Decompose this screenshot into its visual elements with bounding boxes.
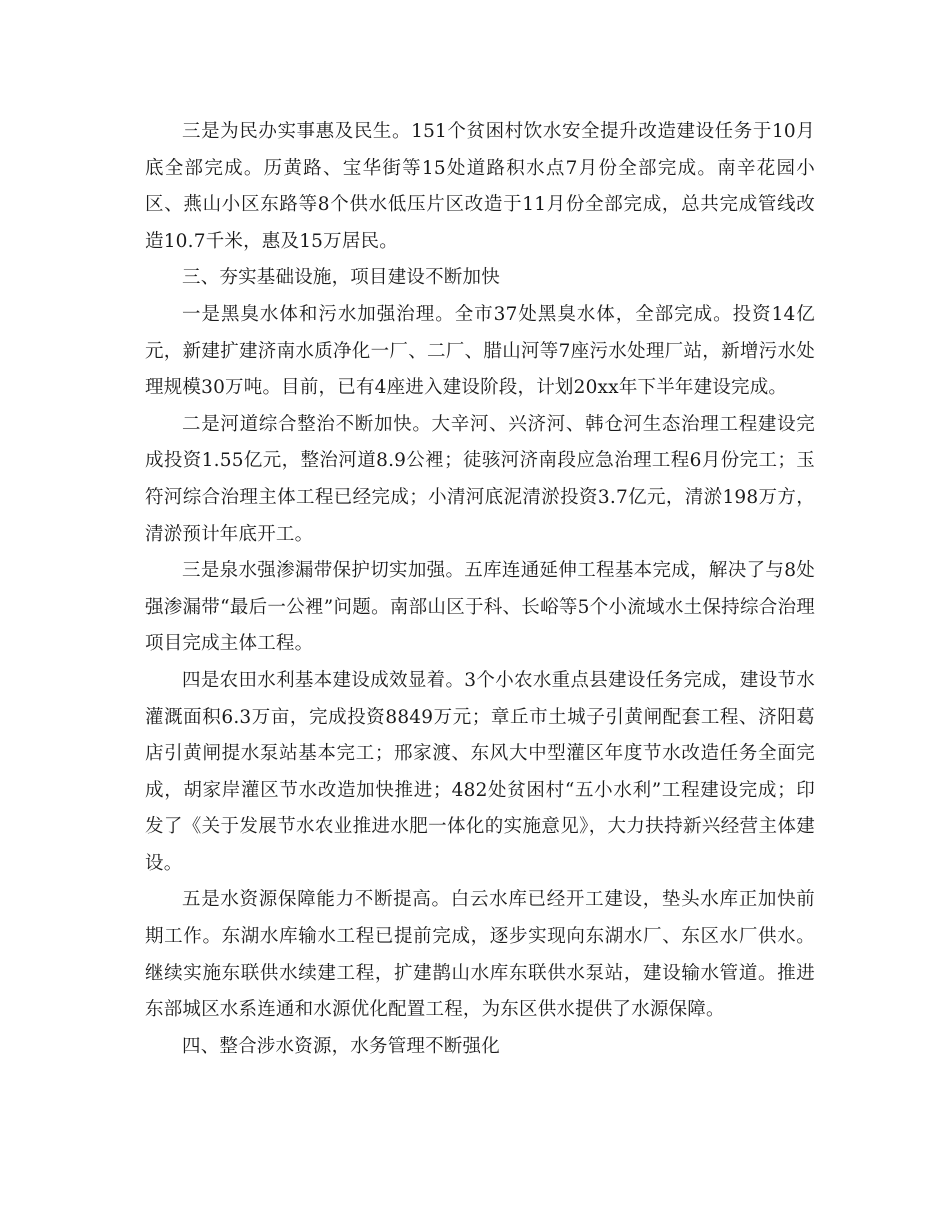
section-heading-infrastructure: 三、夯实基础设施，项目建设不断加快	[182, 267, 500, 289]
paragraph-livelihood: 三是为民办实事惠及民生。151个贫困村饮水安全提升改造建设任务于10月底全部完成。历黄路、宝华街等15处道路积水点7月份全部完成。南辛花园小区、燕山小区东路等8个供水低压片区改造于11月份全部完成，总共完成管线改造10.7千米，惠及15万居民。	[145, 121, 815, 252]
paragraph-black-odorous-water: 一是黑臭水体和污水加强治理。全市37处黑臭水体，全部完成。投资14亿元，新建扩建济南水质净化一厂、二厂、腊山河等7座污水处理厂站，新增污水处理规模30万吨。目前，已有4座进入建设阶段，计划20xx年下半年建设完成。	[145, 303, 815, 399]
document-body	[145, 114, 815, 1065]
paragraph-water-supply: 五是水资源保障能力不断提高。白云水库已经开工建设，垫头水库正加快前期工作。东湖水库输水工程已提前完成，逐步实现向东湖水厂、东区水厂供水。继续实施东联供水续建工程，扩建鹊山水库东联供水泵站，建设输水管道。推进东部城区水系连通和水源优化配置工程，为东区供水提供了水源保障。	[145, 889, 815, 1021]
section-heading-water-management: 四、整合涉水资源，水务管理不断强化	[182, 1035, 500, 1057]
paragraph-farmland-irrigation: 四是农田水利基本建设成效显着。3个小农水重点县建设任务完成，建设节水灌溉面积6.3万亩，完成投资8849万元；章丘市土城子引黄闸配套工程、济阳葛店引黄闸提水泵站基本完工；邢家渡、东风大中型灌区年度节水改造任务全面完成，胡家岸灌区节水改造加快推进；482处贫困村“五小水利”工程建设完成；印发了《关于发展节水农业推进水肥一体化的实施意见》，大力扶持新兴经营主体建设。	[145, 669, 815, 874]
paragraph-spring-protection: 三是泉水强渗漏带保护切实加强。五库连通延伸工程基本完成，解决了与8处强渗漏带“最后一公裡”问题。南部山区于科、长峪等5个小流域水土保持综合治理项目完成主体工程。	[145, 560, 815, 655]
paragraph-river-regulation: 二是河道综合整治不断加快。大辛河、兴济河、韩仓河生态治理工程建设完成投资1.55亿元，整治河道8.9公裡；徒骇河济南段应急治理工程6月份完工；玉符河综合治理主体工程已经完成；小清河底泥清淤投资3.7亿元，清淤198万方，清淤预计年底开工。	[145, 413, 815, 545]
